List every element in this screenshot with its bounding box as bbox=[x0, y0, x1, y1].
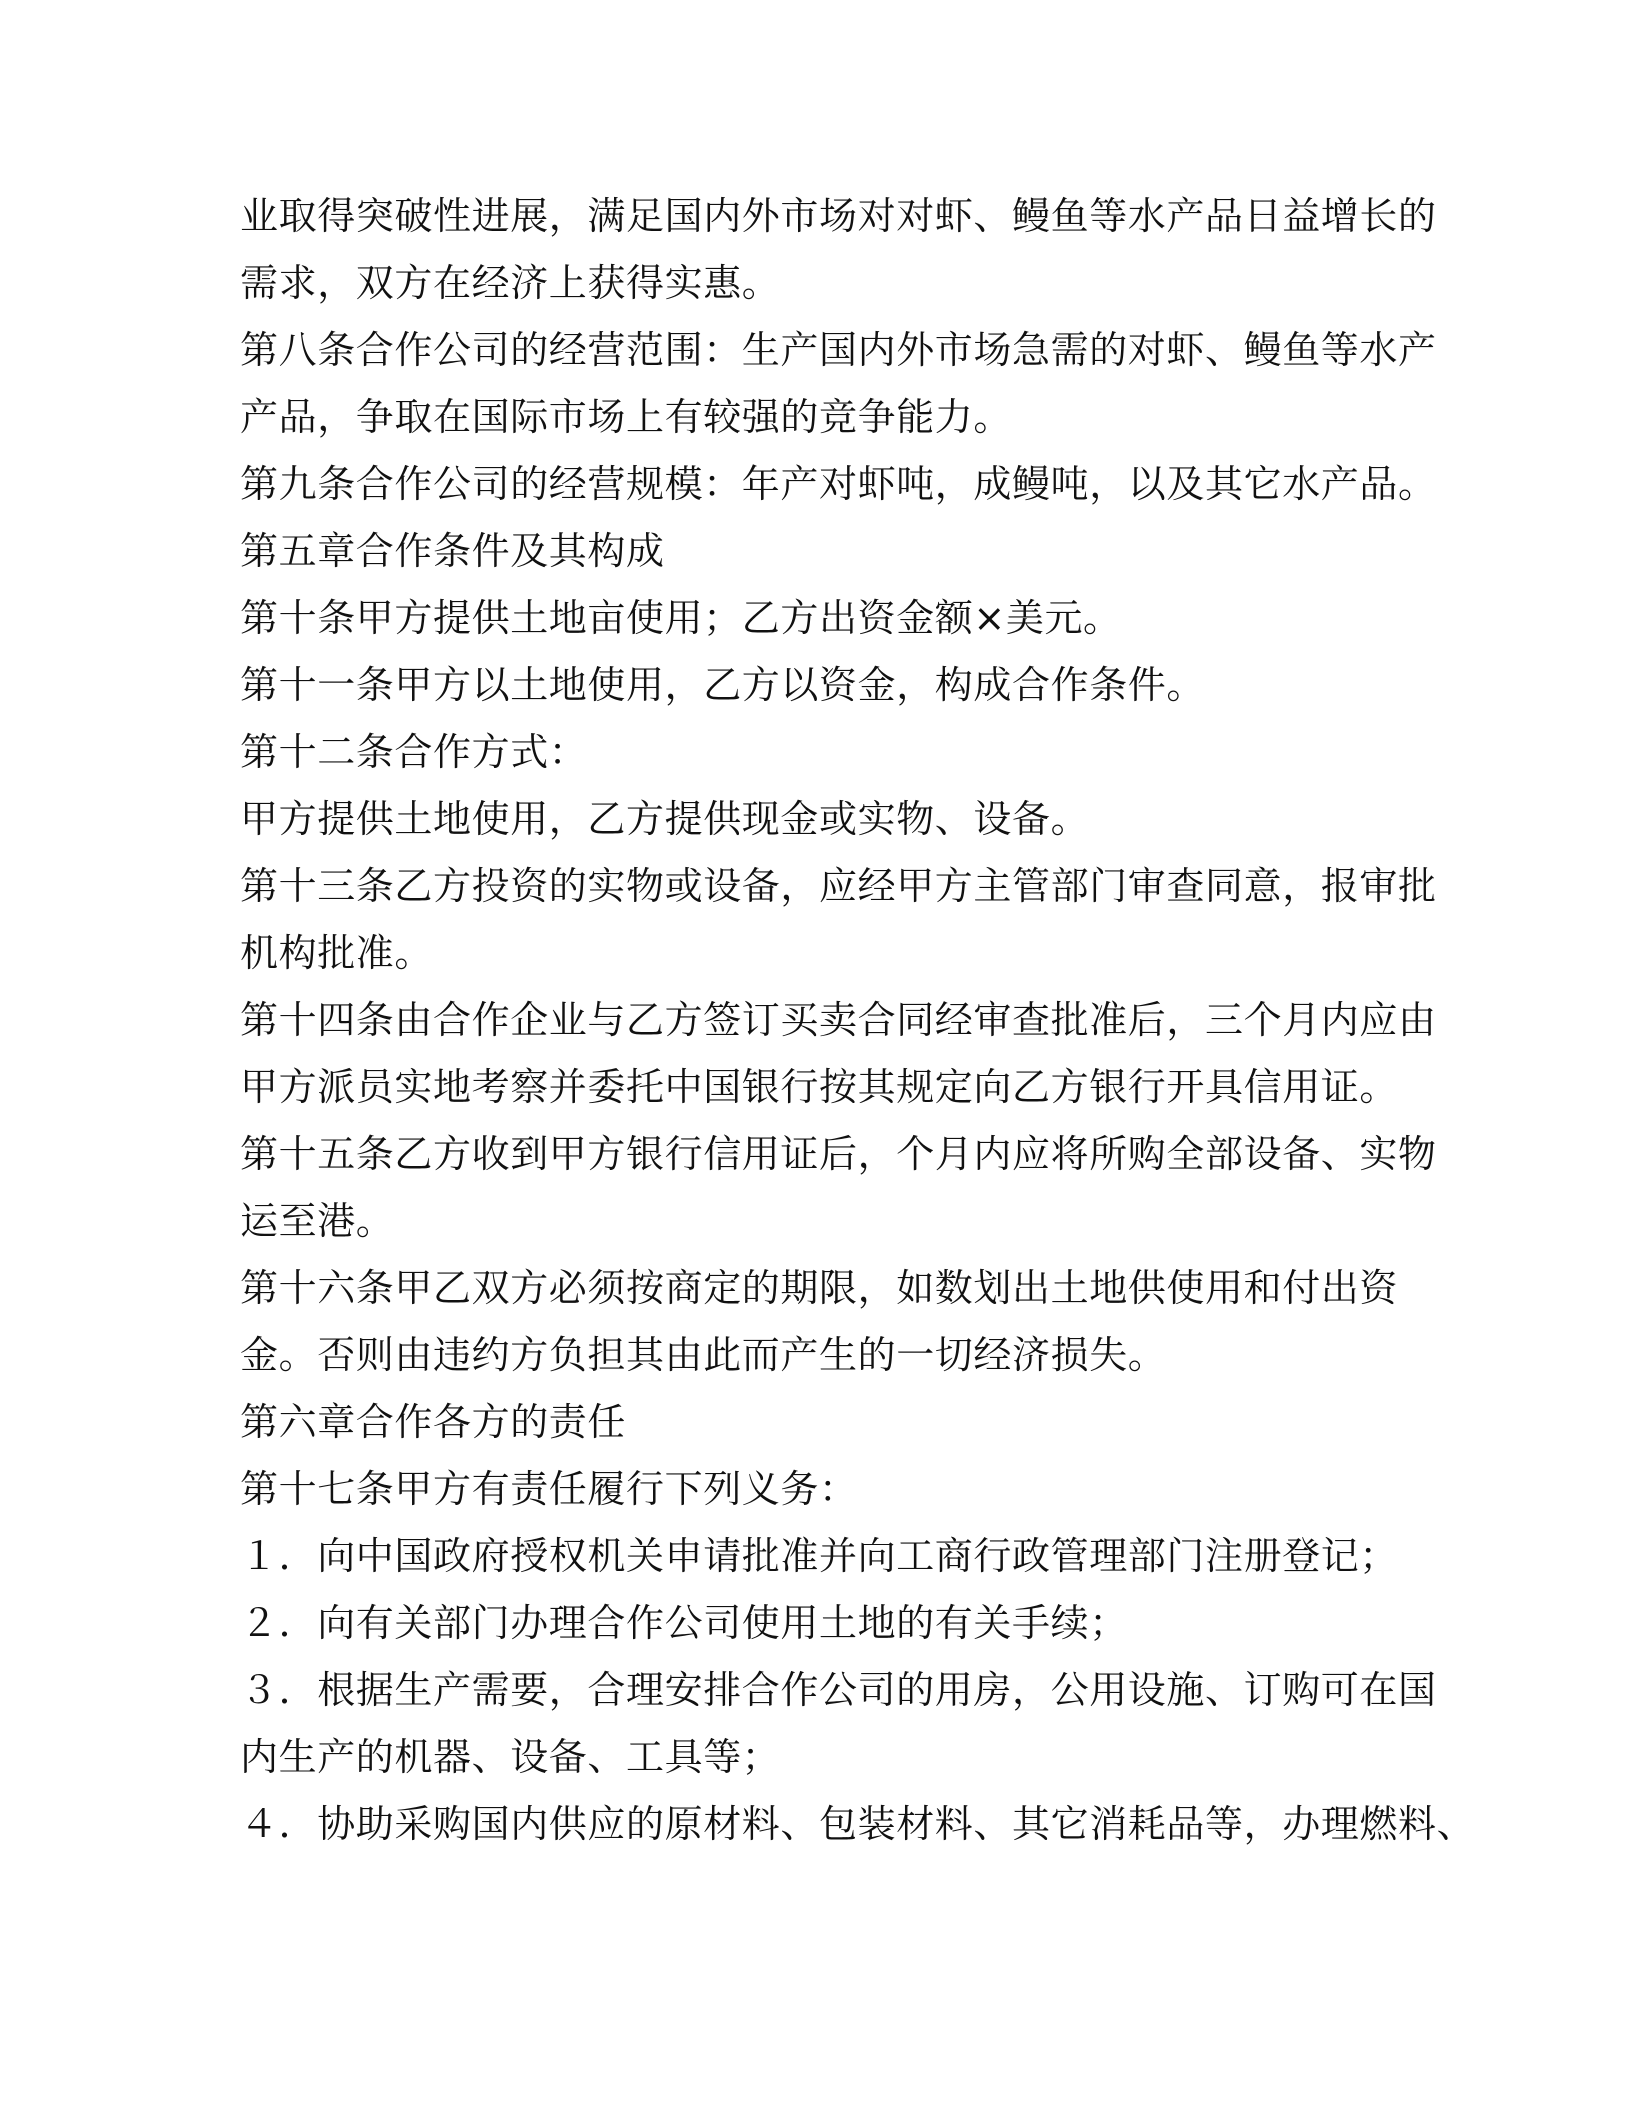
text-line: 第十五条乙方收到甲方银行信用证后，个月内应将所购全部设备、实物 bbox=[240, 1132, 1437, 1176]
text-line: 机构批准。 bbox=[240, 931, 434, 975]
document-body bbox=[240, 183, 1476, 1858]
text-line: 第八条合作公司的经营范围：生产国内外市场急需的对虾、鳗鱼等水产 bbox=[240, 328, 1437, 372]
text-line: 内生产的机器、设备、工具等； bbox=[240, 1735, 781, 1779]
text-line: 第十一条甲方以土地使用，乙方以资金，构成合作条件。 bbox=[240, 663, 1206, 707]
text-line: 金。否则由违约方负担其由此而产生的一切经济损失。 bbox=[240, 1333, 1167, 1377]
list-item: ３．根据生产需要，合理安排合作公司的用房，公用设施、订购可在国 bbox=[240, 1668, 1437, 1712]
text-line: 甲方派员实地考察并委托中国银行按其规定向乙方银行开具信用证。 bbox=[240, 1065, 1399, 1109]
list-item: １．向中国政府授权机关申请批准并向工商行政管理部门注册登记； bbox=[240, 1534, 1399, 1578]
text-line: 第十六条甲乙双方必须按商定的期限，如数划出土地供使用和付出资 bbox=[240, 1266, 1399, 1310]
text-line: 甲方提供土地使用，乙方提供现金或实物、设备。 bbox=[240, 797, 1090, 841]
list-item: ２．向有关部门办理合作公司使用土地的有关手续； bbox=[240, 1601, 1128, 1645]
text-line: 运至港。 bbox=[240, 1199, 395, 1243]
text-line: 第十四条由合作企业与乙方签订买卖合同经审查批准后，三个月内应由 bbox=[240, 998, 1437, 1042]
chapter-heading: 第五章合作条件及其构成 bbox=[240, 529, 665, 573]
text-line: 第十三条乙方投资的实物或设备，应经甲方主管部门审查同意，报审批 bbox=[240, 864, 1437, 908]
text-line: 第九条合作公司的经营规模：年产对虾吨，成鳗吨，以及其它水产品。 bbox=[240, 462, 1437, 506]
text-line: 第十条甲方提供土地亩使用；乙方出资金额×美元。 bbox=[240, 596, 1122, 640]
chapter-heading: 第六章合作各方的责任 bbox=[240, 1400, 627, 1444]
text-line: 第十七条甲方有责任履行下列义务： bbox=[240, 1467, 858, 1511]
list-item: ４．协助采购国内供应的原材料、包装材料、其它消耗品等，办理燃料、 bbox=[240, 1802, 1476, 1846]
text-line: 第十二条合作方式： bbox=[240, 730, 588, 774]
text-line: 产品，争取在国际市场上有较强的竞争能力。 bbox=[240, 395, 1013, 439]
text-line: 业取得突破性进展，满足国内外市场对对虾、鳗鱼等水产品日益增长的 bbox=[240, 194, 1437, 238]
text-line: 需求，双方在经济上获得实惠。 bbox=[240, 261, 781, 305]
